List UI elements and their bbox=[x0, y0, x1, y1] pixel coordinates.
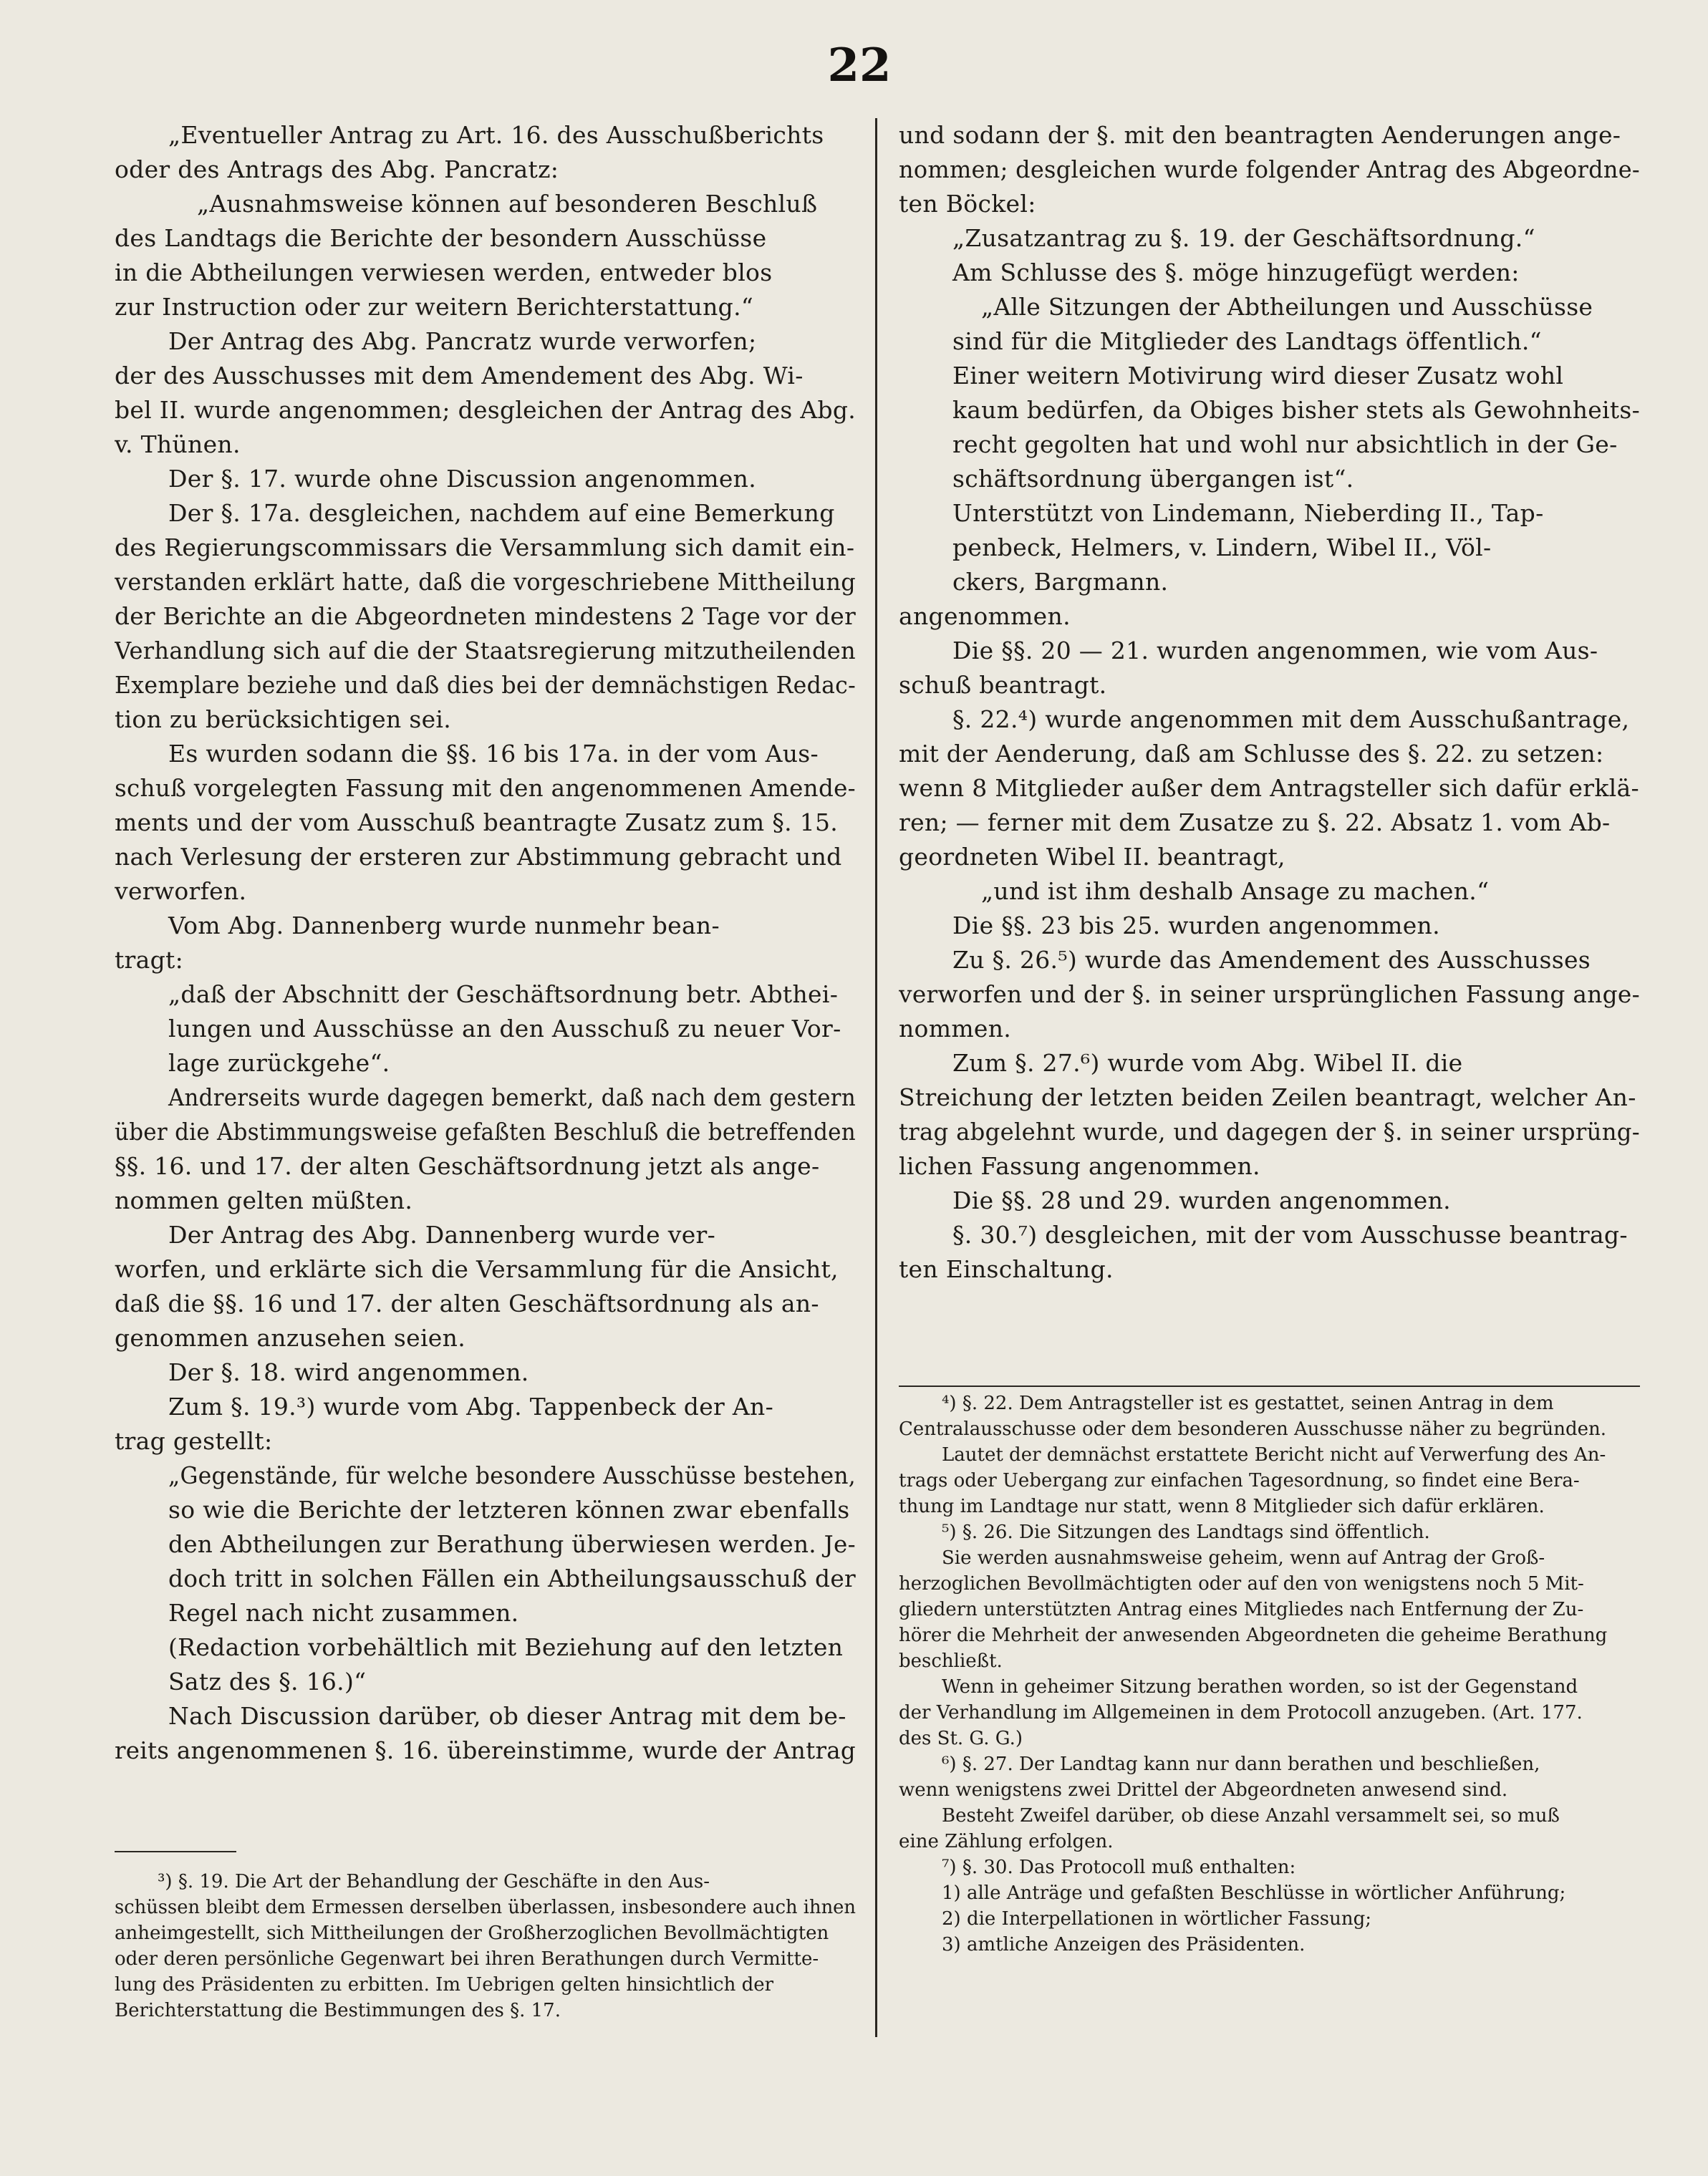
footnote-line: gliedern unterstützten Antrag eines Mitgliedes nach Entfernung der Zu- bbox=[899, 1599, 1584, 1620]
footnote-line: Lautet der demnächst erstattete Bericht nicht auf Verwerfung des An- bbox=[942, 1444, 1606, 1466]
text-line: Verhandlung sich auf die der Staatsregierung mitzutheilenden bbox=[115, 637, 856, 664]
text-line: „Zusatzantrag zu §. 19. der Geschäftsordnung.“ bbox=[952, 224, 1535, 252]
text-line: des Regierungscommissars die Versammlung sich damit ein- bbox=[115, 533, 855, 561]
footnote-line: 1) alle Anträge und gefaßten Beschlüsse in wörtlicher Anführung; bbox=[942, 1882, 1566, 1904]
text-line: kaum bedürfen, da Obiges bisher stets als Gewohnheits- bbox=[952, 396, 1640, 424]
footnote-line: ³) §. 19. Die Art der Behandlung der Geschäfte in den Aus- bbox=[158, 1871, 710, 1892]
footnote-rule-right bbox=[899, 1386, 1640, 1387]
text-line: lichen Fassung angenommen. bbox=[899, 1152, 1260, 1180]
text-line: nommen gelten müßten. bbox=[115, 1186, 413, 1214]
text-line: und sodann der §. mit den beantragten Aenderungen ange- bbox=[899, 121, 1621, 149]
text-line: §. 30.⁷) desgleichen, mit der vom Ausschusse beantrag- bbox=[952, 1221, 1628, 1249]
footnote-line: thung im Landtage nur statt, wenn 8 Mitglieder sich dafür erklären. bbox=[899, 1496, 1545, 1517]
text-line: Andrerseits wurde dagegen bemerkt, daß nach dem gestern bbox=[168, 1083, 856, 1111]
text-line: worfen, und erklärte sich die Versammlung für die Ansicht, bbox=[115, 1255, 839, 1283]
text-line: doch tritt in solchen Fällen ein Abtheilungsausschuß der bbox=[168, 1565, 856, 1592]
text-line: „Alle Sitzungen der Abtheilungen und Ausschüsse bbox=[981, 293, 1593, 321]
footnote-line: anheimgestellt, sich Mittheilungen der Großherzoglichen Bevollmächtigten bbox=[115, 1923, 829, 1944]
text-line: Exemplare beziehe und daß dies bei der demnächstigen Redac- bbox=[115, 671, 856, 699]
text-line: Zu §. 26.⁵) wurde das Amendement des Ausschusses bbox=[952, 946, 1591, 974]
footnote-line: eine Zählung erfolgen. bbox=[899, 1831, 1114, 1852]
footnote-line: Centralausschusse oder dem besonderen Ausschusse näher zu begründen. bbox=[899, 1418, 1606, 1440]
text-line: genommen anzusehen seien. bbox=[115, 1324, 465, 1352]
text-line: angenommen. bbox=[899, 602, 1071, 630]
text-line: „Ausnahmsweise können auf besonderen Beschluß bbox=[197, 190, 818, 218]
text-line: ren; — ferner mit dem Zusatze zu §. 22. Absatz 1. vom Ab- bbox=[899, 808, 1611, 836]
text-line: §§. 16. und 17. der alten Geschäftsordnung jetzt als ange- bbox=[115, 1152, 820, 1180]
text-line: Der §. 17a. desgleichen, nachdem auf eine Bemerkung bbox=[168, 499, 835, 527]
text-line: sind für die Mitglieder des Landtags öffentlich.“ bbox=[952, 327, 1542, 355]
text-line: Der Antrag des Abg. Dannenberg wurde ver- bbox=[168, 1221, 716, 1249]
text-line: schäftsordnung übergangen ist“. bbox=[952, 465, 1354, 493]
text-line: Der §. 18. wird angenommen. bbox=[168, 1358, 529, 1386]
text-line: Nach Discussion darüber, ob dieser Antrag mit dem be- bbox=[168, 1702, 846, 1730]
footnote-line: herzoglichen Bevollmächtigten oder auf den von wenigstens noch 5 Mit- bbox=[899, 1573, 1584, 1595]
text-line: §. 22.⁴) wurde angenommen mit dem Ausschußantrage, bbox=[952, 705, 1630, 733]
text-line: tion zu berücksichtigen sei. bbox=[115, 705, 452, 733]
footnote-line: lung des Präsidenten zu erbitten. Im Uebrigen gelten hinsichtlich der bbox=[115, 1974, 774, 1996]
text-line: Zum §. 19.³) wurde vom Abg. Tappenbeck der An- bbox=[168, 1393, 774, 1421]
text-line: den Abtheilungen zur Berathung überwiesen werden. Je- bbox=[168, 1530, 856, 1558]
text-line: Der §. 17. wurde ohne Discussion angenommen. bbox=[168, 465, 756, 493]
text-line: ten Einschaltung. bbox=[899, 1255, 1114, 1283]
text-line: so wie die Berichte der letzteren können zwar ebenfalls bbox=[168, 1496, 850, 1524]
text-line: „und ist ihm deshalb Ansage zu machen.“ bbox=[981, 877, 1490, 905]
text-line: (Redaction vorbehältlich mit Beziehung auf den letzten bbox=[168, 1633, 844, 1661]
text-line: lage zurückgehe“. bbox=[168, 1049, 390, 1077]
footnotes-left bbox=[115, 1869, 856, 2023]
text-line: Es wurden sodann die §§. 16 bis 17a. in der vom Aus- bbox=[168, 740, 819, 768]
text-line: Vom Abg. Dannenberg wurde nunmehr bean- bbox=[168, 911, 720, 939]
text-line: schuß beantragt. bbox=[899, 671, 1107, 699]
text-line: daß die §§. 16 und 17. der alten Geschäftsordnung als an- bbox=[115, 1290, 819, 1317]
footnotes-right bbox=[899, 1391, 1640, 1958]
footnote-line: trags oder Uebergang zur einfachen Tagesordnung, so findet eine Bera- bbox=[899, 1470, 1580, 1491]
text-line: v. Thünen. bbox=[115, 430, 241, 458]
text-line: geordneten Wibel II. beantragt, bbox=[899, 843, 1285, 871]
footnote-line: 3) amtliche Anzeigen des Präsidenten. bbox=[942, 1934, 1306, 1955]
text-line: Regel nach nicht zusammen. bbox=[168, 1599, 519, 1627]
text-line: der Berichte an die Abgeordneten mindestens 2 Tage vor der bbox=[115, 602, 856, 630]
text-line: Der Antrag des Abg. Pancratz wurde verworfen; bbox=[168, 327, 757, 355]
footnote-line: hörer die Mehrheit der anwesenden Abgeordneten die geheime Berathung bbox=[899, 1625, 1608, 1646]
text-line: tragt: bbox=[115, 946, 184, 974]
text-line: Zum §. 27.⁶) wurde vom Abg. Wibel II. die bbox=[952, 1049, 1463, 1077]
text-line: mit der Aenderung, daß am Schlusse des §. 22. zu setzen: bbox=[899, 740, 1604, 768]
footnote-line: ⁵) §. 26. Die Sitzungen des Landtags sind öffentlich. bbox=[942, 1522, 1430, 1543]
footnote-line: der Verhandlung im Allgemeinen in dem Protocoll anzugeben. (Art. 177. bbox=[899, 1702, 1583, 1723]
footnote-line: ⁶) §. 27. Der Landtag kann nur dann berathen und beschließen, bbox=[942, 1754, 1540, 1775]
footnote-rule-left bbox=[115, 1851, 236, 1852]
text-line: ckers, Bargmann. bbox=[952, 568, 1169, 596]
text-line: Streichung der letzten beiden Zeilen beantragt, welcher An- bbox=[899, 1083, 1636, 1111]
text-line: Unterstützt von Lindemann, Nieberding II., Tap- bbox=[952, 499, 1544, 527]
text-line: schuß vorgelegten Fassung mit den angenommenen Amende- bbox=[115, 774, 856, 802]
text-line: zur Instruction oder zur weitern Berichterstattung.“ bbox=[115, 293, 754, 321]
text-line: verworfen. bbox=[115, 877, 247, 905]
text-line: penbeck, Helmers, v. Lindern, Wibel II., Völ- bbox=[952, 533, 1492, 561]
text-line: wenn 8 Mitglieder außer dem Antragsteller sich dafür erklä- bbox=[899, 774, 1639, 802]
footnote-line: beschließt. bbox=[899, 1650, 1003, 1672]
footnote-line: Sie werden ausnahmsweise geheim, wenn auf Antrag der Groß- bbox=[942, 1547, 1545, 1569]
text-line: „Eventueller Antrag zu Art. 16. des Ausschußberichts bbox=[168, 121, 824, 149]
text-line: verworfen und der §. in seiner ursprünglichen Fassung ange- bbox=[899, 980, 1640, 1008]
text-line: Die §§. 20 — 21. wurden angenommen, wie vom Aus- bbox=[952, 637, 1598, 664]
text-line: Die §§. 28 und 29. wurden angenommen. bbox=[952, 1186, 1451, 1214]
text-line: reits angenommenen §. 16. übereinstimme, wurde der Antrag bbox=[115, 1736, 856, 1764]
column-divider bbox=[875, 118, 877, 2037]
footnote-line: ⁴) §. 22. Dem Antragsteller ist es gestattet, seinen Antrag in dem bbox=[942, 1393, 1554, 1414]
text-line: „daß der Abschnitt der Geschäftsordnung betr. Abthei- bbox=[168, 980, 839, 1008]
text-line: Einer weitern Motivirung wird dieser Zusatz wohl bbox=[952, 362, 1564, 390]
text-line: nommen; desgleichen wurde folgender Antrag des Abgeordne- bbox=[899, 155, 1640, 183]
text-line: Am Schlusse des §. möge hinzugefügt werden: bbox=[952, 258, 1520, 286]
text-line: des Landtags die Berichte der besondern Ausschüsse bbox=[115, 224, 767, 252]
text-line: über die Abstimmungsweise gefaßten Beschluß die betreffenden bbox=[115, 1118, 856, 1146]
text-line: lungen und Ausschüsse an den Ausschuß zu neuer Vor- bbox=[168, 1015, 841, 1043]
footnote-line: schüssen bleibt dem Ermessen derselben überlassen, insbesondere auch ihnen bbox=[115, 1897, 856, 1918]
text-line: „Gegenstände, für welche besondere Ausschüsse bestehen, bbox=[168, 1461, 856, 1489]
footnote-line: Berichterstattung die Bestimmungen des §. 17. bbox=[115, 2000, 561, 2021]
footnote-line: 2) die Interpellationen in wörtlicher Fassung; bbox=[942, 1908, 1372, 1930]
left-text-column bbox=[115, 118, 856, 1768]
text-line: nach Verlesung der ersteren zur Abstimmung gebracht und bbox=[115, 843, 842, 871]
text-line: verstanden erklärt hatte, daß die vorgeschriebene Mittheilung bbox=[115, 568, 856, 596]
footnote-line: oder deren persönliche Gegenwart bei ihren Berathungen durch Vermitte- bbox=[115, 1948, 819, 1970]
text-line: trag gestellt: bbox=[115, 1427, 273, 1455]
text-line: recht gegolten hat und wohl nur absichtlich in der Ge- bbox=[952, 430, 1618, 458]
text-line: ten Böckel: bbox=[899, 190, 1036, 218]
text-line: Die §§. 23 bis 25. wurden angenommen. bbox=[952, 911, 1440, 939]
footnote-line: Wenn in geheimer Sitzung berathen worden, so ist der Gegenstand bbox=[942, 1676, 1578, 1698]
text-line: nommen. bbox=[899, 1015, 1012, 1043]
footnote-line: des St. G. G.) bbox=[899, 1728, 1023, 1749]
text-line: Satz des §. 16.)“ bbox=[168, 1668, 367, 1696]
footnote-line: Besteht Zweifel darüber, ob diese Anzahl versammelt sei, so muß bbox=[942, 1805, 1560, 1827]
right-text-column bbox=[899, 118, 1640, 1287]
text-line: oder des Antrags des Abg. Pancratz: bbox=[115, 155, 559, 183]
text-line: ments und der vom Ausschuß beantragte Zusatz zum §. 15. bbox=[115, 808, 839, 836]
footnote-line: ⁷) §. 30. Das Protocoll muß enthalten: bbox=[942, 1857, 1296, 1878]
page-number: 22 bbox=[827, 39, 892, 92]
text-line: bel II. wurde angenommen; desgleichen der Antrag des Abg. bbox=[115, 396, 856, 424]
text-line: trag abgelehnt wurde, und dagegen der §. in seiner ursprüng- bbox=[899, 1118, 1640, 1146]
footnote-line: wenn wenigstens zwei Drittel der Abgeordneten anwesend sind. bbox=[899, 1779, 1508, 1801]
text-line: in die Abtheilungen verwiesen werden, entweder blos bbox=[115, 258, 773, 286]
text-line: der des Ausschusses mit dem Amendement des Abg. Wi- bbox=[115, 362, 804, 390]
